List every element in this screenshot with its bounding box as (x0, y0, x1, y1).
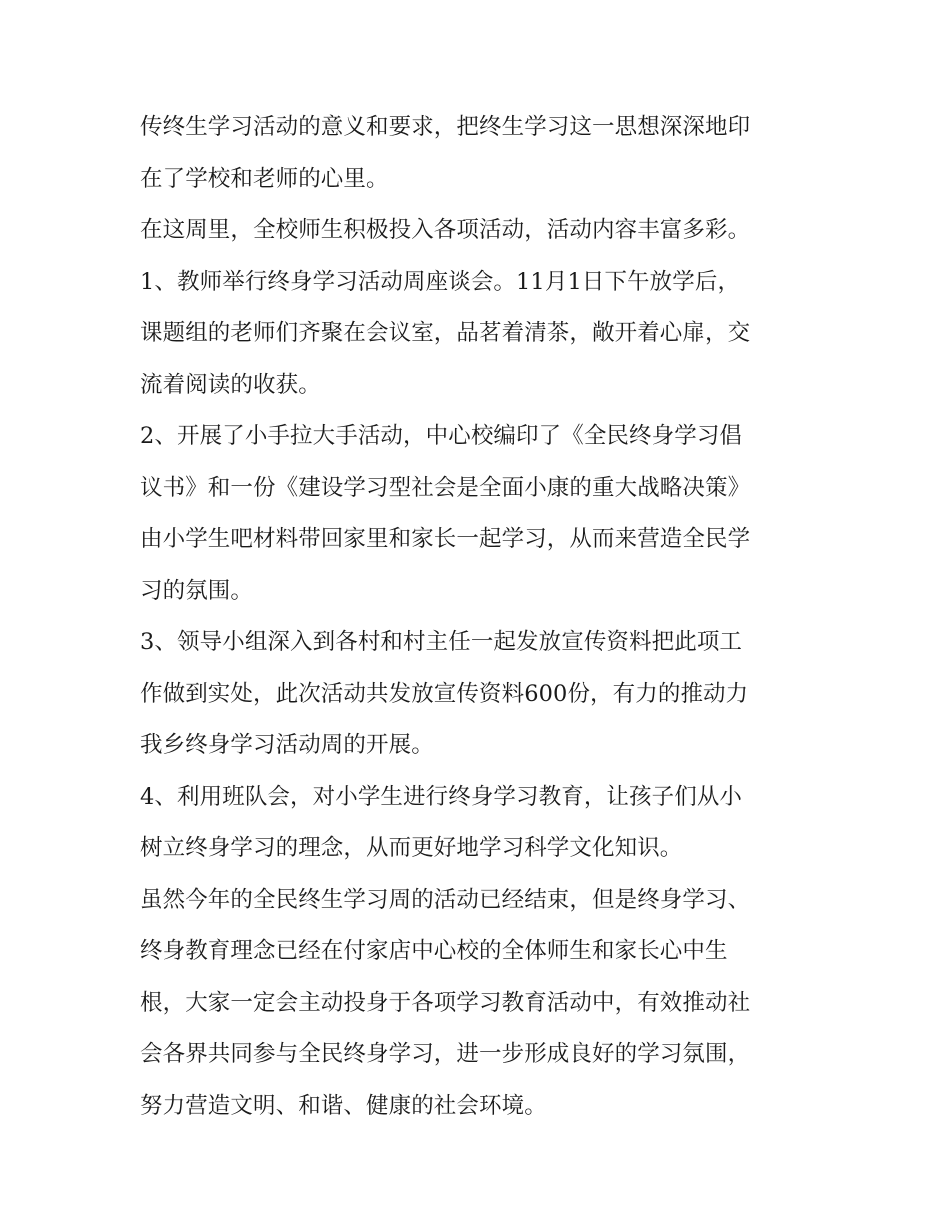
text-line-13: 我乡终身学习活动周的开展。 (140, 732, 434, 758)
text-line-17: 终身教育理念已经在付家店中心校的全体师生和家长心中生 (140, 938, 728, 964)
text-line-12: 作做到实处，此次活动共发放宣传资料600份，有力的推动力 (140, 680, 749, 707)
text-line-7: 2、开展了小手拉大手活动，中心校编印了《全民终身学习倡 (140, 423, 743, 449)
text-line-3: 在这周里，全校师生积极投入各项活动，活动内容丰富多彩。 (140, 217, 751, 243)
document-body (140, 102, 820, 1132)
text-line-4: 1、教师举行终身学习活动周座谈会。11月1日下午放学后， (140, 268, 741, 295)
text-line-16: 虽然今年的全民终生学习周的活动已经结束，但是终身学习、 (140, 886, 751, 913)
text-line-6: 流着阅读的收获。 (140, 371, 321, 398)
text-line-5: 课题组的老师们齐聚在会议室，品茗着清茶，敞开着心扉，交 (140, 320, 751, 346)
text-line-20: 努力营造文明、和谐、健康的社会环境。 (140, 1092, 547, 1119)
text-line-10: 习的氛围。 (140, 577, 254, 604)
text-line-19: 会各界共同参与全民终身学习，进一步形成良好的学习氛围， (140, 1041, 751, 1067)
text-line-1: 传终生学习活动的意义和要求，把终生学习这一思想深深地印 (140, 114, 751, 140)
text-line-8: 议书》和一份《建设学习型社会是全面小康的重大战略决策》 (140, 474, 751, 501)
text-line-2: 在了学校和老师的心里。 (140, 165, 389, 192)
text-line-11: 3、领导小组深入到各村和村主任一起发放宣传资料把此项工 (140, 629, 743, 655)
text-line-9: 由小学生吧材料带回家里和家长一起学习，从而来营造全民学 (140, 526, 751, 552)
text-line-18: 根，大家一定会主动投身于各项学习教育活动中，有效推动社 (140, 989, 751, 1016)
text-line-15: 树立终身学习的理念，从而更好地学习科学文化知识。 (140, 835, 683, 861)
text-line-14: 4、利用班队会，对小学生进行终身学习教育，让孩子们从小 (140, 783, 743, 810)
